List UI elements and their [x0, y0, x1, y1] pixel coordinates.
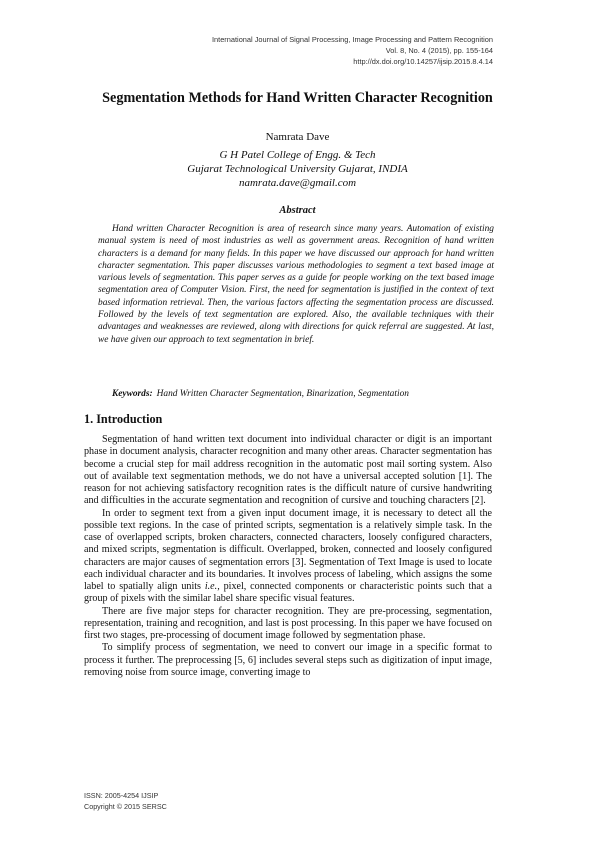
keywords-text: Hand Written Character Segmentation, Binarization, Segmentation [156, 389, 409, 399]
footer-issn: ISSN: 2005-4254 IJSIP [84, 791, 159, 800]
author-name: Namrata Dave [265, 131, 330, 143]
intro-paragraph-2-part-a: In order to segment text from a given input document image, it is necessary to detect all the possible text regions. In the case of printed scripts, segmentation is a relatively simple task. In the case of overlapped scripts, broken characters, connected characters, loosely configured characters, and mixed scripts, segmentation is difficult. Overlapped, broken, connected and loosely configured characters are major causes of segmentation errors [3]. Segmentation of Text Image is used to locate each individual character and its boundaries. It involves process of labeling, which assigns the some label to spatially align units [84, 507, 492, 592]
intro-paragraph-4: To simplify process of segmentation, we need to convert our image in a specific format to process it further. The preprocessing [5, 6] includes several steps such as digitization of input image, removing noise from source image, converting image to [84, 642, 492, 678]
author-block [0, 130, 595, 190]
footer-copyright: Copyright © 2015 SERSC [84, 802, 167, 811]
journal-name: International Journal of Signal Processing, Image Processing and Pattern Recognition [211, 35, 493, 44]
intro-paragraph-1: Segmentation of hand written text document into individual character or digit is an important phase in document analysis, character recognition and many other areas. Character segmentation has become a crucial step for mail address recognition in the automatic post mail sorting system. Also out of available text segmentation methods, we do not have a universal accepted solution [1]. The reason for not achieving satisfactory recognition rates is the difficult nature of cursive handwriting and difficulties in the accurate segmentation and recognition of cursive and touching characters [2]. [84, 434, 492, 507]
keywords-label: Keywords: [112, 389, 153, 399]
intro-paragraph-2-ie: i.e., [204, 581, 220, 592]
intro-paragraph-2-part-b: pixel, connected components or characteristic points such that a group of pixels with the similar label share specific visual features. [84, 581, 492, 605]
intro-paragraph-2 [84, 508, 492, 606]
author-affiliation-college: G H Patel College of Engg. & Tech [219, 149, 376, 161]
abstract-text: Hand written Character Recognition is area of research since many years. Automation of existing manual system is need of most industries as well as government areas. Recognition of hand written characters is a demand for many fields. In this paper we have discussed our approach for hand written character segmentation. This paper discusses various methodologies to segment a text based image at various levels of segmentation. This paper serves as a guide for people working on the text based image segmentation area of Computer Vision. First, the need for segmentation is justified in the context of text based information retrieval. Then, the various factors affecting the segmentation process are discussed. Followed by the levels of text segmentation are explored. Also, the available techniques with their advantages and weaknesses are reviewed, along with directions for quick referral are suggested. At last, we have given our approach to text segmentation in brief. [98, 224, 494, 345]
journal-doi: http://dx.doi.org/10.14257/ijsip.2015.8.4.14 [353, 56, 493, 66]
intro-paragraph-3: There are five major steps for character recognition. They are pre-processing, segmentation, representation, training and recognition, and last is post processing. In this paper we have focused on first two stages, pre-processing of document image followed by segmentation phase. [84, 605, 492, 641]
journal-volume: Vol. 8, No. 4 (2015), pp. 155-164 [385, 45, 493, 55]
page-footer [84, 790, 167, 812]
abstract-heading: Abstract [279, 205, 316, 216]
paper-title: Segmentation Methods for Hand Written Character Recognition [102, 90, 493, 106]
section-heading-introduction: 1. Introduction [84, 412, 163, 426]
journal-header [133, 35, 493, 67]
keywords-line [112, 389, 512, 399]
author-affiliation-university: Gujarat Technological University Gujarat, INDIA [187, 163, 408, 175]
author-email: namrata.dave@gmail.com [238, 177, 357, 189]
introduction-body [84, 434, 492, 679]
